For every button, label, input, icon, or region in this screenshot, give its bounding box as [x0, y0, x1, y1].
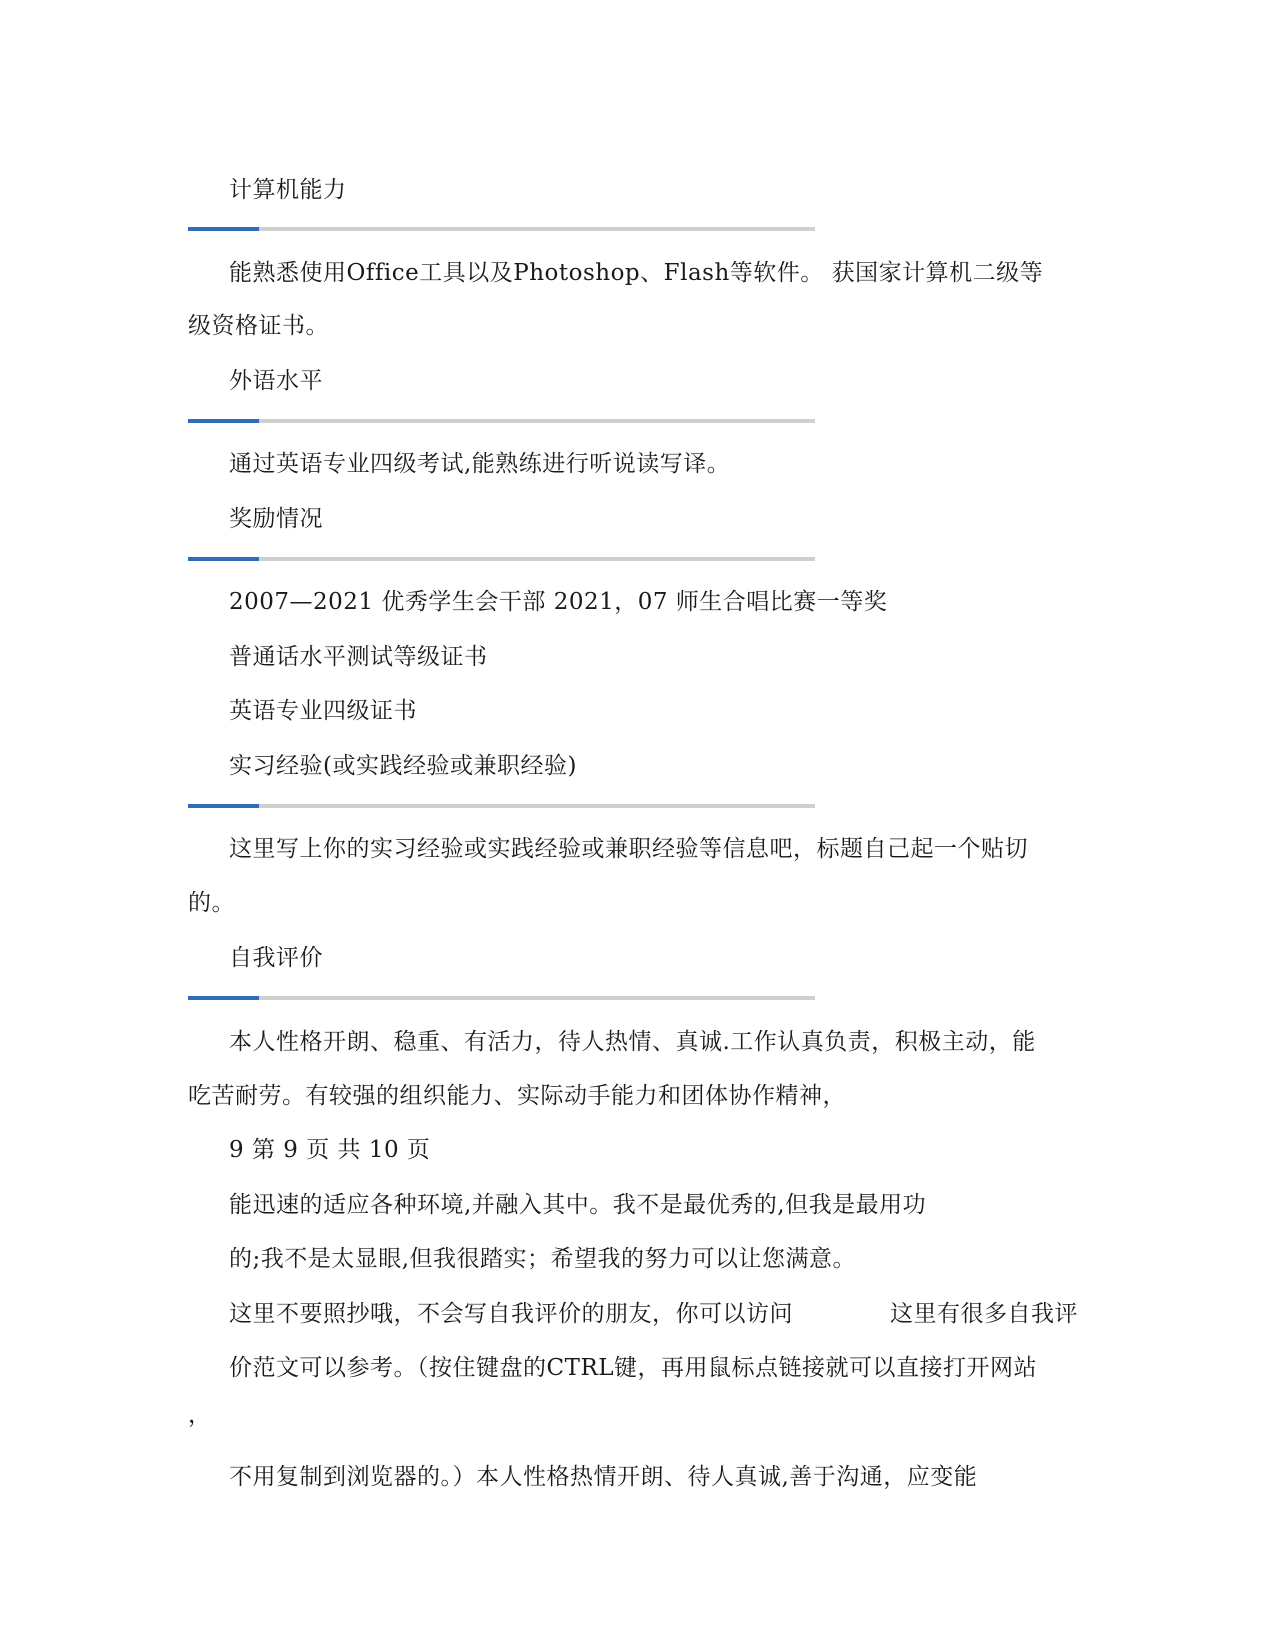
divider-accent: [188, 996, 259, 1000]
awards-text-line-3: 英语专业四级证书: [229, 698, 417, 724]
awards-text-line-2: 普通话水平测试等级证书: [229, 644, 488, 670]
computer-text-line-1: 能熟悉使用Office工具以及Photoshop、Flash等软件。 获国家计算机二级等: [229, 260, 1044, 286]
self-eval-text-line-3: 能迅速的适应各种环境,并融入其中。我不是最优秀的,但我是最用功: [229, 1192, 927, 1218]
divider-accent: [188, 419, 259, 423]
divider-accent: [188, 557, 259, 561]
self-eval-text-line-5a: 这里不要照抄哦，不会写自我评价的朋友，你可以访问: [229, 1301, 793, 1327]
self-eval-text-line-1: 本人性格开朗、稳重、有活力，待人热情、真诚.工作认真负责，积极主动，能: [229, 1029, 1036, 1055]
self-eval-text-line-7: ，: [188, 1402, 212, 1428]
section-heading-awards: 奖励情况: [229, 506, 323, 532]
section-heading-language: 外语水平: [229, 368, 323, 394]
divider-accent: [188, 227, 259, 231]
section-divider: [188, 804, 815, 808]
self-eval-text-line-5b: 这里有很多自我评: [890, 1301, 1078, 1327]
self-eval-text-line-8: 不用复制到浏览器的。）本人性格热情开朗、待人真诚,善于沟通，应变能: [229, 1464, 978, 1490]
section-divider: [188, 419, 815, 423]
section-heading-internship: 实习经验(或实践经验或兼职经验): [229, 753, 577, 779]
divider-accent: [188, 804, 259, 808]
page-footer: 9 第 9 页 共 10 页: [229, 1137, 431, 1163]
language-text-line-1: 通过英语专业四级考试,能熟练进行听说读写译。: [229, 451, 731, 477]
section-divider: [188, 227, 815, 231]
self-eval-text-line-2: 吃苦耐劳。有较强的组织能力、实际动手能力和团体协作精神，: [188, 1083, 846, 1109]
self-eval-text-line-6: 价范文可以参考。（按住键盘的CTRL键，再用鼠标点链接就可以直接打开网站: [229, 1355, 1038, 1381]
section-heading-self-eval: 自我评价: [229, 945, 323, 971]
awards-text-line-1: 2007—2021 优秀学生会干部 2021，07 师生合唱比赛一等奖: [229, 589, 888, 615]
self-eval-text-line-4: 的;我不是太显眼,但我很踏实；希望我的努力可以让您满意。: [229, 1246, 857, 1272]
section-heading-computer: 计算机能力: [229, 177, 347, 203]
computer-text-line-2: 级资格证书。: [188, 313, 329, 339]
internship-text-line-2: 的。: [188, 890, 235, 916]
section-divider: [188, 557, 815, 561]
internship-text-line-1: 这里写上你的实习经验或实践经验或兼职经验等信息吧，标题自己起一个贴切: [229, 836, 1028, 862]
section-divider: [188, 996, 815, 1000]
